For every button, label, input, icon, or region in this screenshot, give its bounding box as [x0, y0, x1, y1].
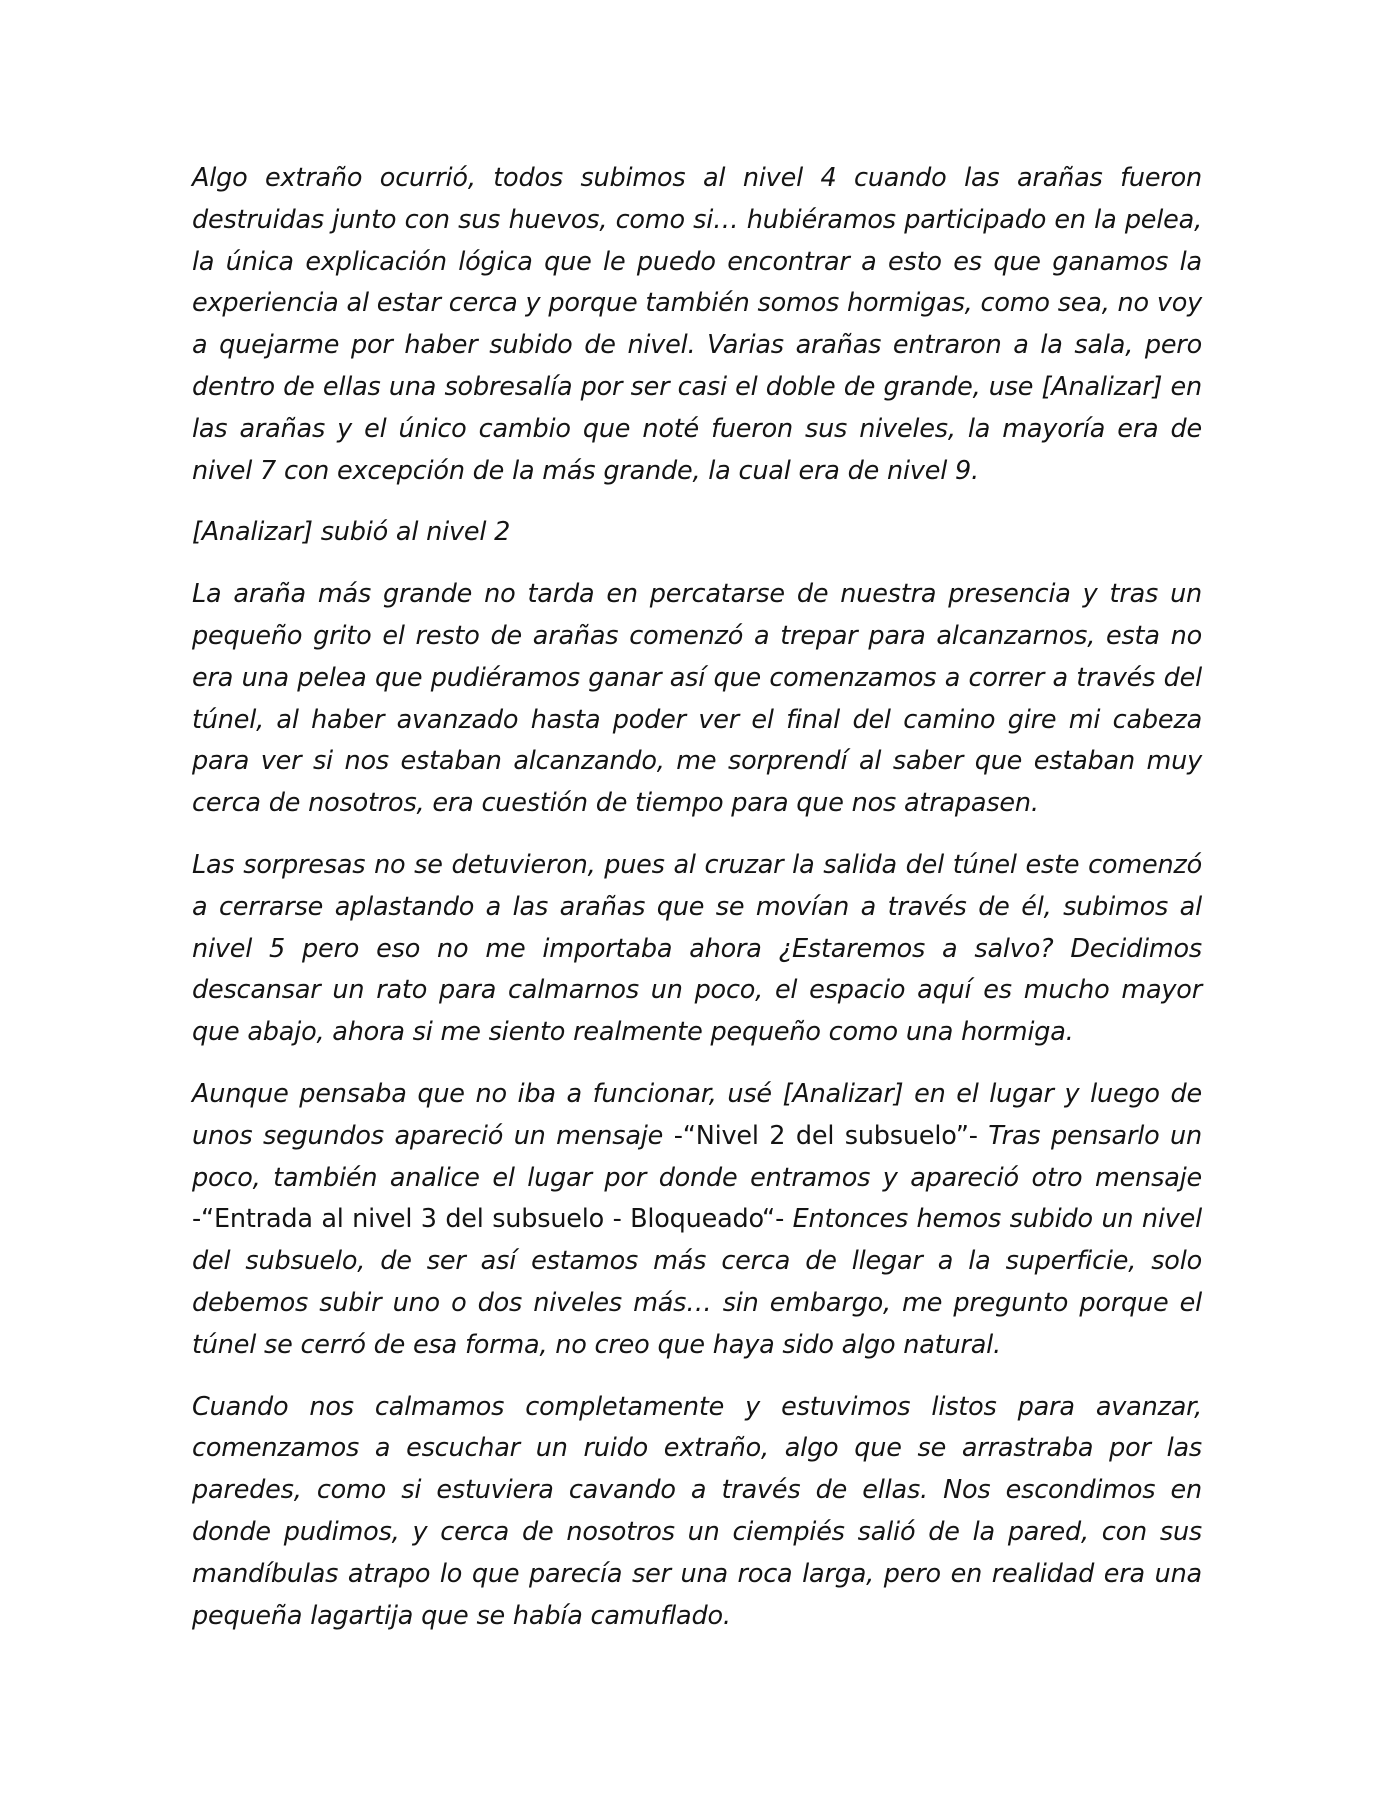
paragraph-6: Cuando nos calmamos completamente y estuvimos listos para avanzar, comenzamos a escuchar un ruido extraño, algo que se arrastraba por las paredes, como si estuviera cavando a través de ellas. Nos escondimos en donde pudimos, y cerca de nosotros un ciempiés salió de la pared, con sus mandíbulas atrapo lo que parecía ser una roca larga, pero en realidad era una pequeña lagartija que se había camuflado. — [192, 1391, 1202, 1631]
paragraph-4: Las sorpresas no se detuvieron, pues al cruzar la salida del túnel este comenzó a cerrarse aplastando a las arañas que se movían a través de él, subimos al nivel 5 pero eso no me importaba ahora ¿Estaremos a salvo? Decidimos descansar un rato para calmarnos un poco, el espacio aquí es mucho mayor que abajo, ahora si me siento realmente pequeño como una hormiga. — [192, 849, 1202, 1048]
paragraph-5-segment-5: Entonces hemos subido un nivel del subsuelo, de ser así estamos más cerca de llegar a la superficie, solo debemos subir uno o dos niveles más… sin embargo, me pregunto porque el túnel se cerró de esa forma, no creo que haya sido algo natural. — [192, 1204, 1203, 1360]
paragraph-2: [Analizar] subió al nivel 2 — [192, 517, 511, 548]
text-column — [192, 158, 1202, 1657]
paragraph-5-segment-1: Aunque pensaba que no iba a funcionar, usé [Analizar] en el lugar y luego de unos segundos apareció un mensaje — [192, 1078, 1202, 1151]
paragraph-3: La araña más grande no tarda en percatarse de nuestra presencia y tras un pequeño grito el resto de arañas comenzó a trepar para alcanzarnos, esta no era una pelea que pudiéramos ganar así que comenzamos a correr a través del túnel, al haber avanzado hasta poder ver el final del camino gire mi cabeza para ver si nos estaban alcanzando, me sorprendí al saber que estaban muy cerca de nosotros, era cuestión de tiempo para que nos atrapasen. — [192, 579, 1202, 819]
paragraph-5-segment-3: Tras pensarlo un poco, también analice el lugar por donde entramos y apareció otro mensaje — [192, 1120, 1202, 1193]
paragraph-5-segment-2: -“Nivel 2 del subsuelo”- — [673, 1120, 978, 1151]
paragraph-1: Algo extraño ocurrió, todos subimos al nivel 4 cuando las arañas fueron destruidas junto con sus huevos, como si… hubiéramos participado en la pelea, la única explicación lógica que le puedo encontrar a esto es que ganamos la experiencia al estar cerca y porque también somos hormigas, como sea, no voy a quejarme por haber subido de nivel. Varias arañas entraron a la sala, pero dentro de ellas una sobresalía por ser casi el doble de grande, use [Analizar] en las arañas y el único cambio que noté fueron sus niveles, la mayoría era de nivel 7 con excepción de la más grande, la cual era de nivel 9. — [192, 163, 1202, 486]
paragraph-5 — [192, 1074, 1202, 1367]
paragraph-5-segment-4: -“Entrada al nivel 3 del subsuelo - Bloqueado“- — [192, 1204, 785, 1235]
